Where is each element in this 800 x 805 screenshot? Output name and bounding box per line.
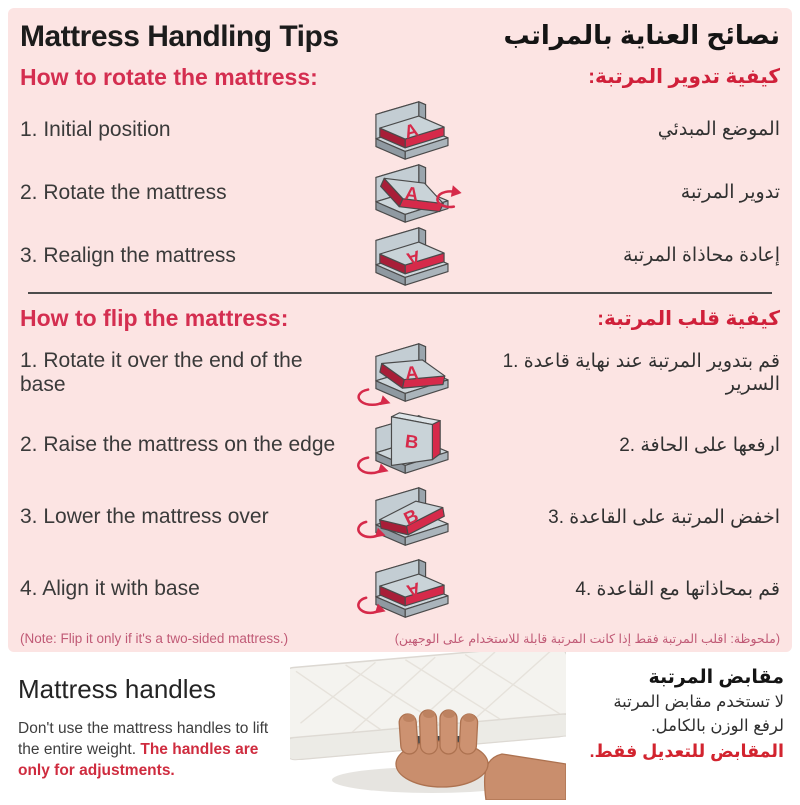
handles-left-column — [0, 652, 290, 800]
note-text-arabic: (ملحوظة: اقلب المرتبة فقط إذا كانت المرتبة قابلة للاستخدام على الوجهين) — [394, 631, 780, 646]
handles-body-arabic-line2: لرفع الوزن بالكامل. — [651, 716, 784, 735]
rotate-heading: How to rotate the mattress: — [20, 64, 318, 90]
tips-panel — [8, 8, 792, 652]
note-row — [20, 625, 780, 651]
page-title-arabic: نصائح العناية بالمراتب — [503, 20, 780, 50]
rotate-step-1-label-arabic: الموضع المبدئي — [657, 119, 780, 140]
mattress-letter: A — [401, 118, 421, 143]
flip-step-4 — [20, 553, 780, 625]
rotate-step-2 — [20, 161, 780, 224]
align-with-base-icon — [350, 551, 470, 627]
flip-step-3-label: 3. Lower the mattress over — [20, 505, 269, 528]
rotate-step-2-label-arabic: تدوير المرتبة — [680, 182, 780, 203]
mattress-letter: A — [403, 181, 420, 205]
handles-heading-arabic: مقابض المرتبة — [648, 667, 784, 688]
rotate-step-3-label: 3. Realign the mattress — [20, 243, 236, 267]
mattress-letter: A — [404, 578, 424, 603]
handles-body-text: Don't use the mattress handles to lift the entire weight. — [18, 720, 269, 758]
handles-warning-text: The handles are only for adjustments. — [18, 740, 259, 779]
flip-step-2 — [20, 409, 780, 481]
mattress-letter: B — [400, 504, 422, 530]
flip-step-1-label: 1. Rotate it over the end of the base — [20, 349, 303, 396]
flip-step-2-label: 2. Raise the mattress on the edge — [20, 433, 336, 456]
hand-grip-illustration — [290, 652, 566, 800]
flip-step-3 — [20, 481, 780, 553]
flip-step-4-label: 4. Align it with base — [20, 577, 200, 600]
mattress-letter: A — [404, 245, 424, 270]
mattress-on-edge-icon — [350, 407, 470, 483]
rotate-step-3 — [20, 224, 780, 287]
flip-heading-arabic: كيفية قلب المرتبة: — [597, 307, 780, 330]
mattress-letter: A — [404, 361, 420, 384]
flip-step-3-label-arabic: 3. اخفض المرتبة على القاعدة — [548, 506, 780, 528]
note-text: (Note: Flip it only if it's a two-sided mattress.) — [20, 630, 289, 646]
title-row — [20, 20, 780, 62]
bed-realigned-icon — [350, 219, 470, 293]
flip-step-2-label-arabic: 2. ارفعها على الحافة — [619, 434, 780, 456]
flip-step-4-label-arabic: 4. قم بمحاذاتها مع القاعدة — [575, 578, 780, 600]
flip-step-1-label-arabic: 1. قم بتدوير المرتبة عند نهاية قاعدة السرير — [502, 351, 780, 395]
lower-mattress-icon — [350, 479, 470, 555]
handles-section — [0, 652, 800, 800]
rotate-step-2-label: 2. Rotate the mattress — [20, 180, 227, 204]
flip-heading-row — [20, 299, 780, 337]
handles-right-column — [566, 652, 800, 800]
rotate-step-3-label-arabic: إعادة محاذاة المرتبة — [622, 245, 780, 266]
handles-paragraph — [18, 719, 282, 781]
rotate-step-1-label: 1. Initial position — [20, 117, 171, 141]
rotate-step-1 — [20, 98, 780, 161]
page-title: Mattress Handling Tips — [20, 20, 339, 53]
handles-body-arabic-line1: لا تستخدم مقابض المرتبة — [613, 692, 784, 711]
rotate-heading-arabic: كيفية تدوير المرتبة: — [588, 66, 780, 88]
handles-heading: Mattress handles — [18, 674, 216, 704]
rotate-over-base-icon — [350, 335, 470, 411]
mattress-letter: B — [403, 430, 420, 453]
flip-step-1 — [20, 337, 780, 409]
mattress-handle-photo — [290, 652, 566, 800]
handles-warning-arabic: المقابض للتعديل فقط. — [589, 740, 784, 761]
flip-heading: How to flip the mattress: — [20, 304, 289, 331]
